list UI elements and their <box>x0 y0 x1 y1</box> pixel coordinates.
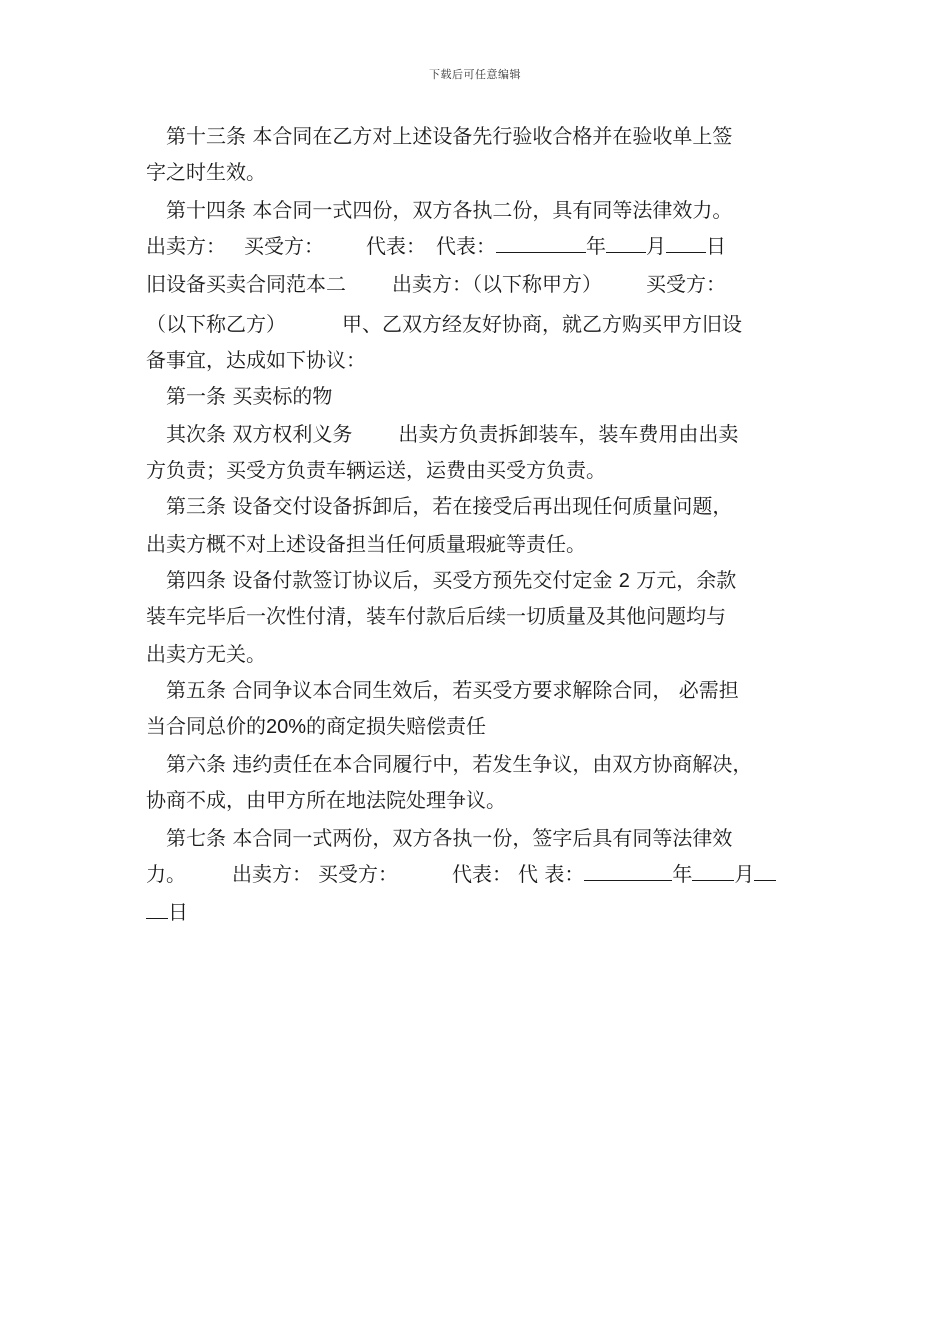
article-7-line-1: 第七条 本合同一式两份，双方各执一份，签字后具有同等法律效 <box>166 826 733 850</box>
article-1-line: 第一条 买卖标的物 <box>166 384 333 408</box>
rep-label-1: 代表： <box>366 234 426 258</box>
article-2-heading: 其次条 双方权利义务 <box>166 422 353 446</box>
article-2-line-2: 方负责；买受方负责车辆运送，运费由买受方负责。 <box>146 458 606 482</box>
preamble-line-1 <box>146 312 742 336</box>
article-7-end: 力。 <box>146 862 186 886</box>
year-label-2: 年 <box>672 862 693 886</box>
blank-day-2a <box>754 862 776 881</box>
penalty-percent: 20% <box>266 716 307 738</box>
article-4-line-2: 装车完毕后一次性付清，装车付款后后续一切质量及其他问题均与 <box>146 604 726 628</box>
blank-day <box>666 234 706 253</box>
blank-day-2b <box>146 900 168 919</box>
signature-line-2 <box>146 862 776 886</box>
party-b-label: 买受方： <box>646 272 726 296</box>
blank-month <box>606 234 646 253</box>
party-a-label: 出卖方：（以下称甲方） <box>392 272 602 296</box>
buyer-label-2: 买受方： <box>318 862 398 886</box>
seller-label-2: 出卖方： <box>232 862 312 886</box>
article-5-line-2 <box>146 714 486 739</box>
page-header-note: 下载后可任意编辑 <box>429 68 521 81</box>
preamble-line-2: 备事宜，达成如下协议： <box>146 348 366 372</box>
blank-month-2 <box>692 862 734 881</box>
rep-label-3: 代表： <box>452 862 512 886</box>
rep-label-2: 代表： <box>436 234 496 258</box>
signature-line-1 <box>146 234 726 258</box>
blank-year <box>496 234 586 253</box>
article-2-line-1 <box>166 422 738 446</box>
day-label: 日 <box>706 234 726 258</box>
seller-label: 出卖方： <box>146 234 226 258</box>
clause-14-line: 第十四条 本合同一式四份，双方各执二份，具有同等法律效力。 <box>166 198 733 222</box>
blank-year-2 <box>584 862 672 881</box>
article-4-text-b: 万元，余款 <box>636 568 737 592</box>
template-two-title-line <box>146 272 726 296</box>
article-6-line-1: 第六条 违约责任在本合同履行中，若发生争议，由双方协商解决， <box>166 752 753 776</box>
signature-line-2-cont <box>146 900 188 924</box>
year-label: 年 <box>586 234 606 258</box>
article-5-text-b: 的商定损失赔偿责任 <box>306 714 487 738</box>
article-6-line-2: 协商不成，由甲方所在地法院处理争议。 <box>146 788 506 812</box>
article-3-line-2: 出卖方概不对上述设备担当任何质量瑕疵等责任。 <box>146 532 586 556</box>
article-4-text-a: 第四条 设备付款签订协议后，买受方预先交付定金 <box>166 568 613 592</box>
article-3-line-1: 第三条 设备交付设备拆卸后，若在接受后再出现任何质量问题， <box>166 494 733 518</box>
month-label: 月 <box>646 234 666 258</box>
article-2-text: 出卖方负责拆卸装车，装车费用由出卖 <box>398 422 739 446</box>
party-b-alias: （以下称乙方） <box>146 312 286 336</box>
article-4-line-3: 出卖方无关。 <box>146 642 266 666</box>
article-5-line-1: 第五条 合同争议本合同生效后，若买受方要求解除合同， 必需担 <box>166 678 739 702</box>
deposit-amount: 2 <box>618 570 630 592</box>
template-two-title: 旧设备买卖合同范本二 <box>146 272 346 296</box>
preamble-text: 甲、乙双方经友好协商，就乙方购买甲方旧设 <box>342 312 742 336</box>
day-label-2: 日 <box>168 900 188 924</box>
rep-label-4: 代 表： <box>518 862 585 886</box>
article-4-line-1 <box>166 568 736 593</box>
article-5-text-a: 当合同总价的 <box>146 714 266 738</box>
clause-13-line-1: 第十三条 本合同在乙方对上述设备先行验收合格并在验收单上签 <box>166 124 733 148</box>
buyer-label: 买受方： <box>244 234 324 258</box>
month-label-2: 月 <box>734 862 755 886</box>
clause-13-line-2: 字之时生效。 <box>146 160 266 184</box>
